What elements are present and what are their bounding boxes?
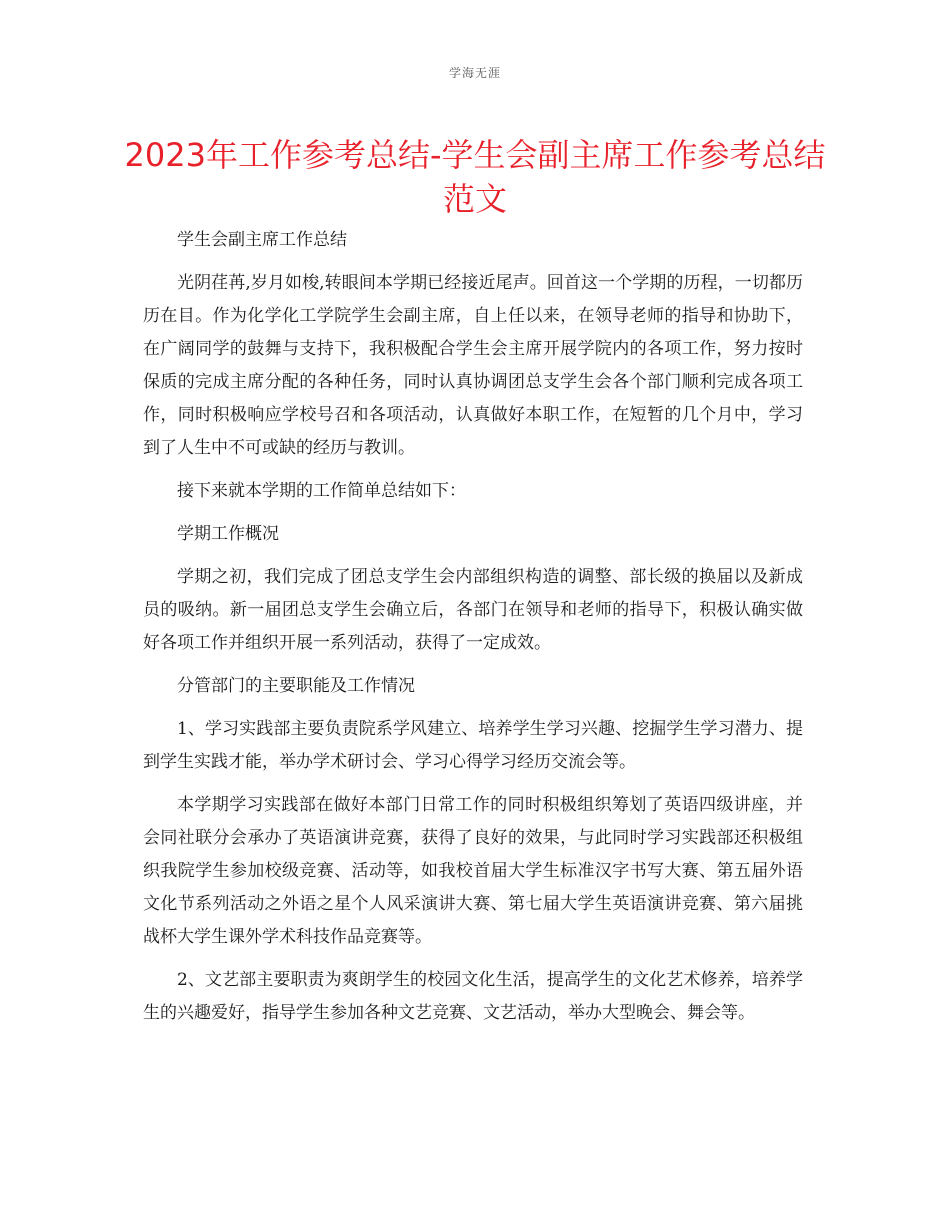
paragraph-summary-lead: 接下来就本学期的工作简单总结如下： bbox=[177, 481, 466, 501]
paragraph-arts-duties: 2、文艺部主要职责为爽朗学生的校园文化生活，提高学生的文化艺术修养，培养学生的兴趣爱好，指导学生参加各种文艺竞赛、文艺活动，举办大型晚会、舞会等。 bbox=[143, 970, 803, 1023]
document-body bbox=[143, 224, 803, 1040]
paragraph-study-practice-duties: 1、学习实践部主要负责院系学风建立、培养学生学习兴趣、挖掘学生学习潜力、提到学生实践才能，举办学术研讨会、学习心得学习经历交流会等。 bbox=[143, 719, 803, 772]
document-title: 2023年工作参考总结-学生会副主席工作参考总结范文 bbox=[124, 136, 826, 218]
header-note: 学海无涯 bbox=[448, 66, 501, 80]
paragraph-study-practice-work: 本学期学习实践部在做好本部门日常工作的同时积极组织筹划了英语四级讲座，并会同社联分会承办了英语演讲竞赛，获得了良好的效果，与此同时学习实践部还积极组织我院学生参加校级竞赛、活动等，如我校首届大学生标准汉字书写大赛、第五届外语文化节系列活动之外语之星个人风采演讲大赛、第七届大学生英语演讲竞赛、第六届挑战杯大学生课外学术科技作品竞赛等。 bbox=[143, 795, 803, 947]
paragraph-overview: 学期之初，我们完成了团总支学生会内部组织构造的调整、部长级的换届以及新成员的吸纳。新一届团总支学生会确立后，各部门在领导和老师的指导下，积极认确实做好各项工作并组织开展一系列活动，获得了一定成效。 bbox=[143, 567, 803, 653]
paragraph-overview-heading: 学期工作概况 bbox=[177, 524, 279, 544]
paragraph-intro: 光阴荏苒,岁月如梭,转眼间本学期已经接近尾声。回首这一个学期的历程，一切都历历在目。作为化学化工学院学生会副主席，自上任以来，在领导老师的指导和协助下，在广阔同学的鼓舞与支持下，我积极配合学生会主席开展学院内的各项工作，努力按时保质的完成主席分配的各种任务，同时认真协调团总支学生会各个部门顺利完成各项工作，同时积极响应学校号召和各项活动，认真做好本职工作，在短暂的几个月中，学习到了人生中不可或缺的经历与教训。 bbox=[143, 273, 803, 458]
paragraph-section-heading: 学生会副主席工作总结 bbox=[177, 230, 347, 250]
paragraph-departments-heading: 分管部门的主要职能及工作情况 bbox=[177, 676, 415, 696]
